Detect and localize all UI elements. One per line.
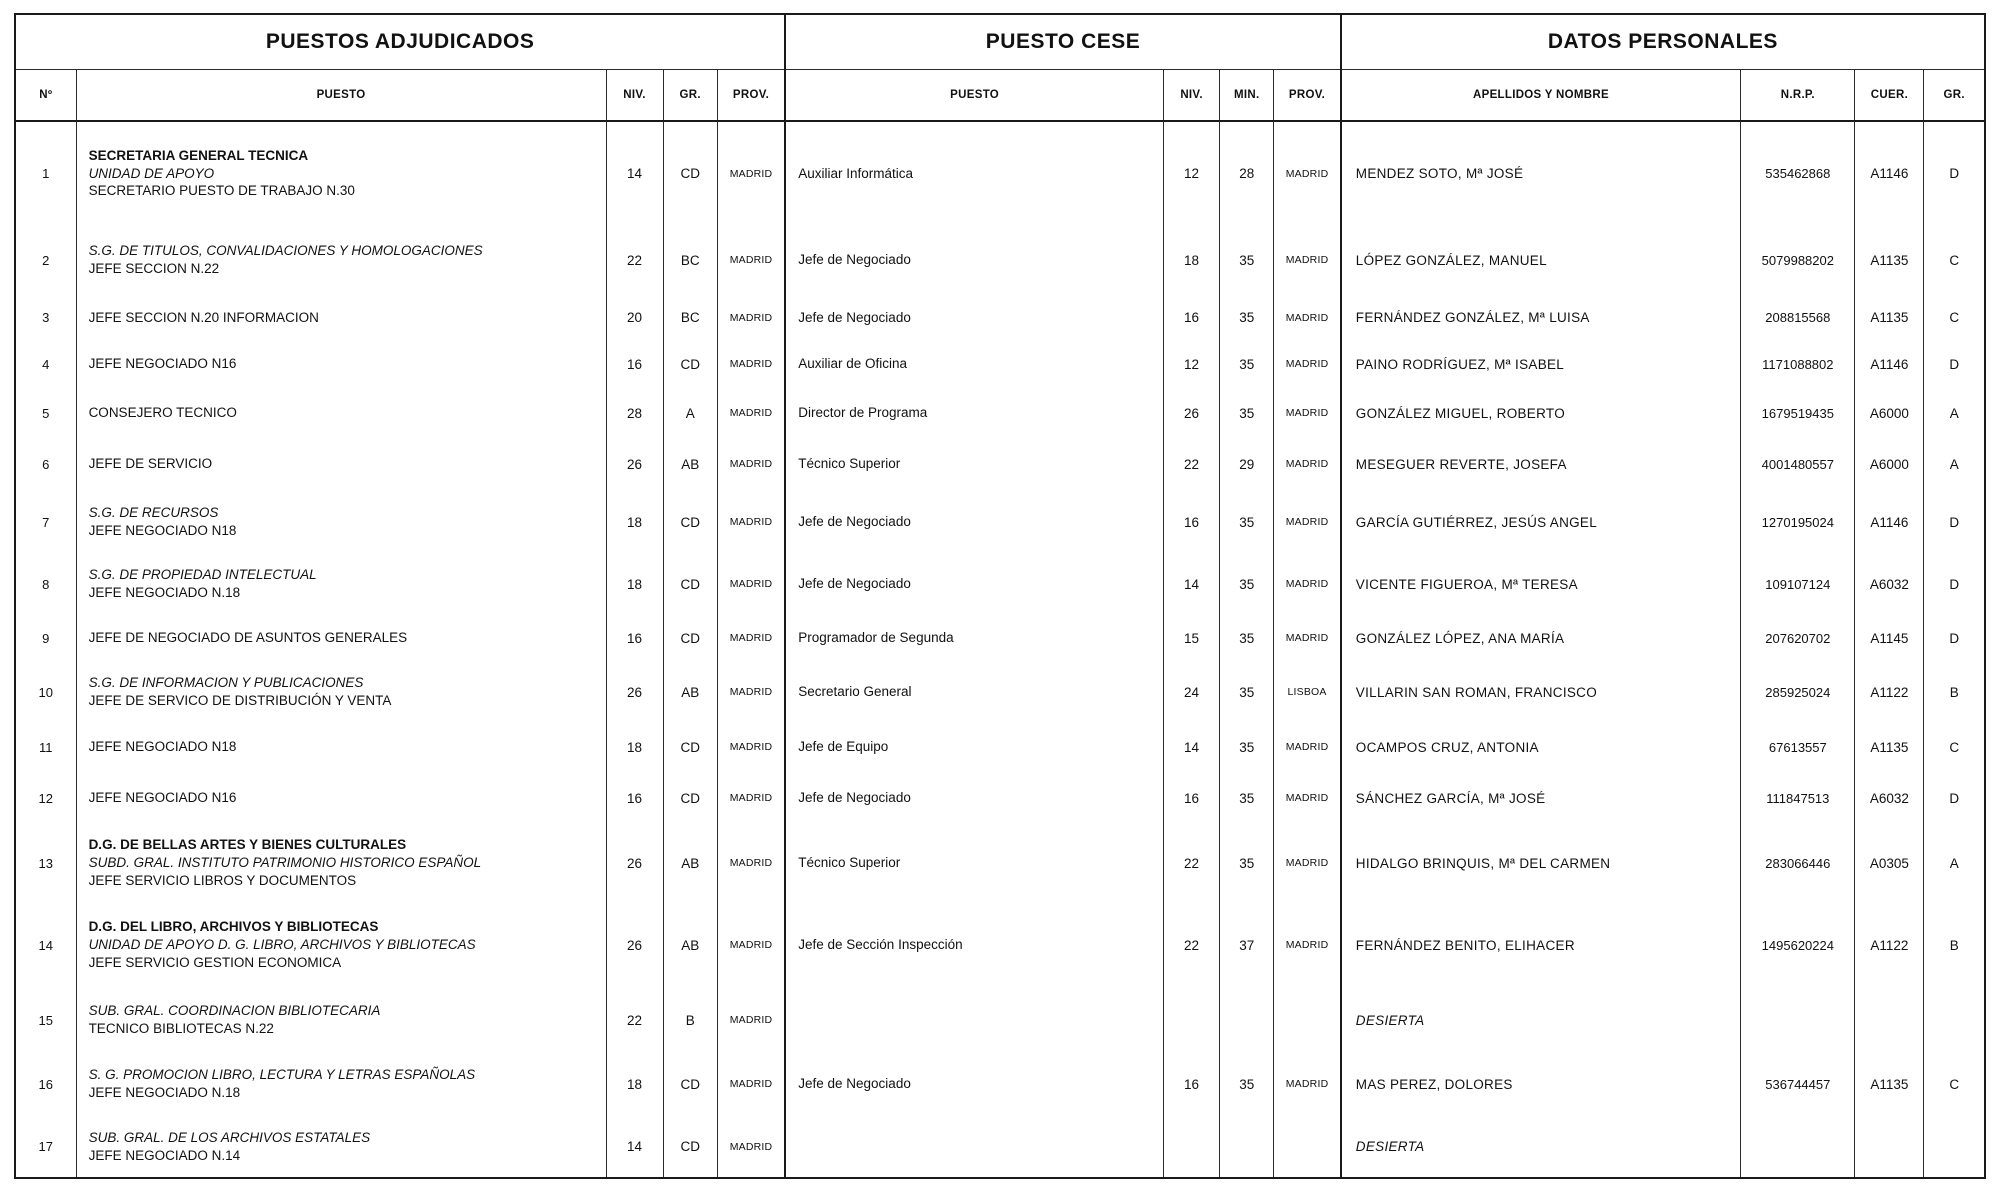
cell-gr: CD [663,722,717,772]
cell-cese-prov: MADRID [1274,121,1341,225]
cell-apellidos-nombre: PAINO RODRÍGUEZ, Mª ISABEL [1341,340,1741,388]
cell-cuer: A1135 [1855,722,1924,772]
col-header-cese-niv: NIV. [1164,70,1220,122]
cell-dp-gr: D [1924,121,1985,225]
cell-nrp: 5079988202 [1741,225,1855,295]
cell-cese-prov: MADRID [1274,1052,1341,1116]
puesto-line: S.G. DE PROPIEDAD INTELECTUAL [88,567,317,583]
col-header-nrp: N.R.P. [1741,70,1855,122]
puesto-line: JEFE NEGOCIADO N18 [88,739,237,755]
cell-niv: 28 [606,388,663,438]
cell-row-number: 13 [38,855,54,871]
cell-cuer: A0305 [1855,824,1924,902]
cell-cuer: A1135 [1855,295,1924,340]
cell-puesto-adjudicado [76,121,606,225]
table-row [15,554,1985,614]
cell-row-number: 3 [42,310,50,325]
puesto-line: JEFE NEGOCIADO N16 [88,356,237,372]
cell-apellidos-nombre: DESIERTA [1341,988,1741,1052]
cell-apellidos-nombre: HIDALGO BRINQUIS, Mª DEL CARMEN [1341,824,1741,902]
table-header [15,14,1985,121]
cell-niv: 18 [606,490,663,554]
cell-cese-niv: 15 [1164,614,1220,662]
cell-cese-prov: MADRID [1274,438,1341,490]
cell-cese-min: 35 [1220,824,1274,902]
cell-cese-min: 35 [1220,1052,1274,1116]
cell-apellidos-nombre: MESEGUER REVERTE, JOSEFA [1341,438,1741,490]
cell-cese-min [1220,1116,1274,1178]
cell-puesto-cese: Jefe de Sección Inspección [785,902,1163,988]
cell-cese-prov: MADRID [1274,225,1341,295]
cell-puesto-adjudicado [76,388,606,438]
cell-nrp [1741,988,1855,1052]
cell-puesto-cese [785,988,1163,1052]
cell-cese-prov: MADRID [1274,902,1341,988]
cell-cese-min: 35 [1220,722,1274,772]
cell-puesto-cese: Jefe de Negociado [785,772,1163,824]
col-header-niv: NIV. [606,70,663,122]
cell-prov: MADRID [717,225,785,295]
cell-cese-prov: MADRID [1274,614,1341,662]
cell-cuer: A1146 [1855,121,1924,225]
cell-cese-min: 35 [1220,340,1274,388]
puesto-line: UNIDAD DE APOYO [88,165,215,181]
cell-cese-prov: LISBOA [1274,662,1341,722]
puesto-line: S.G. DE RECURSOS [88,505,219,521]
table-body [15,121,1985,1178]
cell-cese-prov: MADRID [1274,295,1341,340]
cell-puesto-cese [785,1116,1163,1178]
cell-prov: MADRID [717,1116,785,1178]
cell-cese-niv [1164,1116,1220,1178]
cell-prov: MADRID [717,121,785,225]
cell-gr: CD [663,340,717,388]
cell-cese-prov: MADRID [1274,554,1341,614]
cell-cese-min: 35 [1220,662,1274,722]
puesto-line: SUB. GRAL. COORDINACION BIBLIOTECARIA [88,1003,381,1019]
cell-dp-gr: D [1924,614,1985,662]
puesto-line: JEFE DE SERVICIO [88,456,213,472]
cell-nrp: 1495620224 [1741,902,1855,988]
cell-prov: MADRID [717,988,785,1052]
cell-prov: MADRID [717,554,785,614]
cell-cuer: A6000 [1855,388,1924,438]
cell-niv: 26 [606,438,663,490]
cell-row-number: 14 [38,937,54,953]
cell-cese-niv: 22 [1164,824,1220,902]
puesto-line: CONSEJERO TECNICO [88,405,237,421]
column-header-row [15,70,1985,122]
cell-cese-niv: 22 [1164,902,1220,988]
cell-gr: CD [663,121,717,225]
cell-puesto-cese: Secretario General [785,662,1163,722]
cell-apellidos-nombre: GONZÁLEZ LÓPEZ, ANA MARÍA [1341,614,1741,662]
table-row [15,295,1985,340]
cell-cuer: A1122 [1855,902,1924,988]
cell-cese-prov: MADRID [1274,772,1341,824]
puesto-line: D.G. DEL LIBRO, ARCHIVOS Y BIBLIOTECAS [88,919,379,935]
cell-cese-prov [1274,988,1341,1052]
puesto-line: UNIDAD DE APOYO D. G. LIBRO, ARCHIVOS Y BIBLIOTECAS [88,937,476,953]
cell-puesto-adjudicado [76,772,606,824]
cell-puesto-cese: Auxiliar de Oficina [785,340,1163,388]
cell-cese-niv: 26 [1164,388,1220,438]
cell-gr: CD [663,490,717,554]
cell-row-number: 16 [38,1076,54,1092]
cell-row-number: 8 [42,576,50,592]
cell-gr: BC [663,225,717,295]
cell-prov: MADRID [717,824,785,902]
cell-apellidos-nombre: MENDEZ SOTO, Mª JOSÉ [1341,121,1741,225]
cell-cese-min: 28 [1220,121,1274,225]
cell-cese-min: 35 [1220,225,1274,295]
cell-row-number: 4 [42,356,50,372]
cell-cese-prov: MADRID [1274,722,1341,772]
group-puesto-cese: PUESTO CESE [785,14,1341,70]
cell-gr: CD [663,1052,717,1116]
cell-puesto-cese: Jefe de Negociado [785,554,1163,614]
cell-puesto-adjudicado [76,438,606,490]
table-row [15,121,1985,225]
cell-gr: BC [663,295,717,340]
cell-row-number: 5 [42,405,50,421]
cell-nrp: 1679519435 [1741,388,1855,438]
puesto-line: JEFE SERVICIO GESTION ECONOMICA [88,954,342,970]
cell-dp-gr: A [1924,388,1985,438]
cell-dp-gr: C [1924,1052,1985,1116]
cell-cese-niv: 16 [1164,295,1220,340]
table-row [15,388,1985,438]
puesto-line: SUB. GRAL. DE LOS ARCHIVOS ESTATALES [88,1129,371,1145]
cell-prov: MADRID [717,614,785,662]
cell-cuer: A1146 [1855,340,1924,388]
cell-niv: 16 [606,340,663,388]
appointments-table [14,13,1986,1179]
cell-niv: 22 [606,225,663,295]
col-header-apellidos: APELLIDOS Y NOMBRE [1341,70,1741,122]
cell-puesto-adjudicado [76,824,606,902]
cell-puesto-adjudicado [76,1116,606,1178]
cell-gr: AB [663,662,717,722]
cell-dp-gr: B [1924,902,1985,988]
cell-row-number: 1 [42,166,50,181]
col-header-puesto: PUESTO [76,70,606,122]
col-header-prov: PROV. [717,70,785,122]
cell-cuer: A1135 [1855,225,1924,295]
cell-nrp: 536744457 [1741,1052,1855,1116]
cell-row-number: 6 [42,456,50,472]
cell-cese-min: 35 [1220,388,1274,438]
cell-row-number: 15 [38,1012,54,1028]
cell-puesto-adjudicado [76,614,606,662]
cell-prov: MADRID [717,340,785,388]
table-row [15,490,1985,554]
cell-puesto-adjudicado [76,722,606,772]
cell-gr: CD [663,614,717,662]
cell-prov: MADRID [717,388,785,438]
cell-dp-gr: D [1924,772,1985,824]
cell-puesto-cese: Programador de Segunda [785,614,1163,662]
cell-dp-gr [1924,1116,1985,1178]
cell-nrp [1741,1116,1855,1178]
cell-apellidos-nombre: OCAMPOS CRUZ, ANTONIA [1341,722,1741,772]
col-header-cese-puesto: PUESTO [785,70,1163,122]
table-row [15,614,1985,662]
cell-puesto-cese: Jefe de Negociado [785,225,1163,295]
cell-apellidos-nombre: FERNÁNDEZ GONZÁLEZ, Mª LUISA [1341,295,1741,340]
cell-nrp: 207620702 [1741,614,1855,662]
puesto-line: JEFE NEGOCIADO N18 [88,523,237,538]
cell-apellidos-nombre: SÁNCHEZ GARCÍA, Mª JOSÉ [1341,772,1741,824]
cell-prov: MADRID [717,902,785,988]
cell-dp-gr: C [1924,225,1985,295]
cell-puesto-adjudicado [76,340,606,388]
puesto-line: SECRETARIO PUESTO DE TRABAJO N.30 [88,183,355,199]
cell-nrp: 283066446 [1741,824,1855,902]
puesto-line: JEFE NEGOCIADO N.18 [88,1085,241,1100]
cell-niv: 16 [606,614,663,662]
cell-cuer: A6000 [1855,438,1924,490]
cell-apellidos-nombre: VICENTE FIGUEROA, Mª TERESA [1341,554,1741,614]
puesto-line: S.G. DE TITULOS, CONVALIDACIONES Y HOMOLOGACIONES [88,243,483,259]
cell-puesto-cese: Director de Programa [785,388,1163,438]
cell-dp-gr: D [1924,340,1985,388]
cell-puesto-cese: Auxiliar Informática [785,121,1163,225]
table-row [15,902,1985,988]
puesto-line: JEFE SECCION N.22 [88,261,220,276]
cell-nrp: 111847513 [1741,772,1855,824]
cell-apellidos-nombre: MAS PEREZ, DOLORES [1341,1052,1741,1116]
cell-niv: 26 [606,824,663,902]
col-header-cuer: CUER. [1855,70,1924,122]
puesto-line: D.G. DE BELLAS ARTES Y BIENES CULTURALES [88,837,407,853]
table-row [15,722,1985,772]
puesto-line: S. G. PROMOCION LIBRO, LECTURA Y LETRAS ESPAÑOLAS [88,1067,476,1083]
cell-puesto-cese: Técnico Superior [785,824,1163,902]
cell-prov: MADRID [717,722,785,772]
cell-cese-min: 35 [1220,772,1274,824]
cell-cese-niv: 12 [1164,340,1220,388]
cell-row-number: 10 [38,684,54,700]
cell-gr: AB [663,438,717,490]
cell-dp-gr: D [1924,490,1985,554]
cell-niv: 26 [606,902,663,988]
cell-dp-gr: C [1924,722,1985,772]
cell-row-number: 17 [38,1139,54,1154]
cell-gr: B [663,988,717,1052]
cell-nrp: 109107124 [1741,554,1855,614]
puesto-line: JEFE NEGOCIADO N.18 [88,585,241,600]
cell-cese-niv: 14 [1164,554,1220,614]
cell-apellidos-nombre: DESIERTA [1341,1116,1741,1178]
table-row [15,824,1985,902]
cell-cuer: A6032 [1855,554,1924,614]
cell-prov: MADRID [717,438,785,490]
cell-cese-niv [1164,988,1220,1052]
cell-cese-prov [1274,1116,1341,1178]
cell-cuer [1855,1116,1924,1178]
cell-puesto-cese: Jefe de Negociado [785,490,1163,554]
puesto-line: JEFE DE SERVICO DE DISTRIBUCIÓN Y VENTA [88,693,392,708]
cell-apellidos-nombre: GONZÁLEZ MIGUEL, ROBERTO [1341,388,1741,438]
table-row [15,1116,1985,1178]
col-header-gr: GR. [663,70,717,122]
cell-niv: 18 [606,722,663,772]
cell-cese-niv: 16 [1164,490,1220,554]
cell-puesto-cese: Jefe de Negociado [785,1052,1163,1116]
cell-gr: AB [663,902,717,988]
cell-cese-niv: 18 [1164,225,1220,295]
cell-cese-niv: 24 [1164,662,1220,722]
cell-niv: 20 [606,295,663,340]
cell-gr: CD [663,772,717,824]
cell-niv: 22 [606,988,663,1052]
puesto-line: JEFE SECCION N.20 INFORMACION [88,309,319,325]
cell-niv: 14 [606,121,663,225]
cell-cese-min: 35 [1220,490,1274,554]
table-row [15,340,1985,388]
cell-prov: MADRID [717,662,785,722]
group-puestos-adjudicados: PUESTOS ADJUDICADOS [15,14,785,70]
cell-puesto-cese: Jefe de Equipo [785,722,1163,772]
cell-puesto-adjudicado [76,902,606,988]
cell-cese-min: 35 [1220,614,1274,662]
cell-cuer: A1145 [1855,614,1924,662]
puesto-line: TECNICO BIBLIOTECAS N.22 [88,1021,274,1036]
cell-gr: CD [663,554,717,614]
puesto-line: JEFE SERVICIO LIBROS Y DOCUMENTOS [88,872,357,888]
cell-puesto-adjudicado [76,1052,606,1116]
cell-dp-gr: D [1924,554,1985,614]
table-row [15,772,1985,824]
cell-prov: MADRID [717,1052,785,1116]
cell-nrp: 1171088802 [1741,340,1855,388]
cell-dp-gr: C [1924,295,1985,340]
cell-dp-gr: B [1924,662,1985,722]
cell-gr: A [663,388,717,438]
puesto-line: SECRETARIA GENERAL TECNICA [88,147,309,163]
cell-apellidos-nombre: FERNÁNDEZ BENITO, ELIHACER [1341,902,1741,988]
cell-apellidos-nombre: LÓPEZ GONZÁLEZ, MANUEL [1341,225,1741,295]
group-datos-personales: DATOS PERSONALES [1341,14,1985,70]
table-row [15,438,1985,490]
cell-row-number: 7 [42,514,50,530]
cell-cese-niv: 16 [1164,1052,1220,1116]
cell-puesto-cese: Técnico Superior [785,438,1163,490]
cell-row-number: 12 [38,790,54,806]
puesto-line: JEFE NEGOCIADO N.14 [88,1147,241,1163]
table-row [15,225,1985,295]
cell-niv: 14 [606,1116,663,1178]
cell-puesto-adjudicado [76,225,606,295]
cell-puesto-adjudicado [76,295,606,340]
cell-prov: MADRID [717,490,785,554]
cell-cuer [1855,988,1924,1052]
cell-niv: 26 [606,662,663,722]
group-header-row [15,14,1985,70]
cell-niv: 18 [606,1052,663,1116]
puesto-line: S.G. DE INFORMACION Y PUBLICACIONES [88,675,364,691]
col-header-cese-prov: PROV. [1274,70,1341,122]
cell-puesto-adjudicado [76,554,606,614]
cell-cese-min: 29 [1220,438,1274,490]
cell-apellidos-nombre: GARCÍA GUTIÉRREZ, JESÚS ANGEL [1341,490,1741,554]
cell-cuer: A1146 [1855,490,1924,554]
cell-nrp: 535462868 [1741,121,1855,225]
cell-puesto-cese: Jefe de Negociado [785,295,1163,340]
cell-row-number: 2 [42,252,50,268]
cell-prov: MADRID [717,295,785,340]
cell-nrp: 4001480557 [1741,438,1855,490]
cell-dp-gr [1924,988,1985,1052]
cell-cuer: A6032 [1855,772,1924,824]
cell-cese-min: 35 [1220,295,1274,340]
puesto-line: SUBD. GRAL. INSTITUTO PATRIMONIO HISTORICO ESPAÑOL [88,855,482,871]
table-row [15,1052,1985,1116]
cell-niv: 16 [606,772,663,824]
cell-cuer: A1122 [1855,662,1924,722]
cell-cese-min: 35 [1220,554,1274,614]
cell-row-number: 11 [39,739,53,755]
table-row [15,662,1985,722]
cell-nrp: 1270195024 [1741,490,1855,554]
cell-nrp: 67613557 [1741,722,1855,772]
cell-nrp: 285925024 [1741,662,1855,722]
cell-cese-min [1220,988,1274,1052]
col-header-dp-gr: GR. [1924,70,1985,122]
cell-cese-prov: MADRID [1274,824,1341,902]
puesto-line: JEFE NEGOCIADO N16 [88,790,237,806]
cell-cuer: A1135 [1855,1052,1924,1116]
cell-dp-gr: A [1924,438,1985,490]
document-page [14,13,1986,1173]
table-row [15,988,1985,1052]
col-header-num: Nº [15,70,76,122]
cell-niv: 18 [606,554,663,614]
cell-puesto-adjudicado [76,490,606,554]
cell-cese-min: 37 [1220,902,1274,988]
cell-puesto-adjudicado [76,662,606,722]
cell-cese-prov: MADRID [1274,340,1341,388]
cell-dp-gr: A [1924,824,1985,902]
cell-puesto-adjudicado [76,988,606,1052]
cell-cese-niv: 12 [1164,121,1220,225]
cell-gr: AB [663,824,717,902]
cell-nrp: 208815568 [1741,295,1855,340]
cell-row-number: 9 [42,630,50,646]
cell-apellidos-nombre: VILLARIN SAN ROMAN, FRANCISCO [1341,662,1741,722]
cell-cese-niv: 22 [1164,438,1220,490]
puesto-line: JEFE DE NEGOCIADO DE ASUNTOS GENERALES [88,630,408,646]
cell-prov: MADRID [717,772,785,824]
cell-cese-niv: 16 [1164,772,1220,824]
col-header-cese-min: MIN. [1220,70,1274,122]
cell-gr: CD [663,1116,717,1178]
cell-cese-niv: 14 [1164,722,1220,772]
cell-cese-prov: MADRID [1274,388,1341,438]
cell-cese-prov: MADRID [1274,490,1341,554]
